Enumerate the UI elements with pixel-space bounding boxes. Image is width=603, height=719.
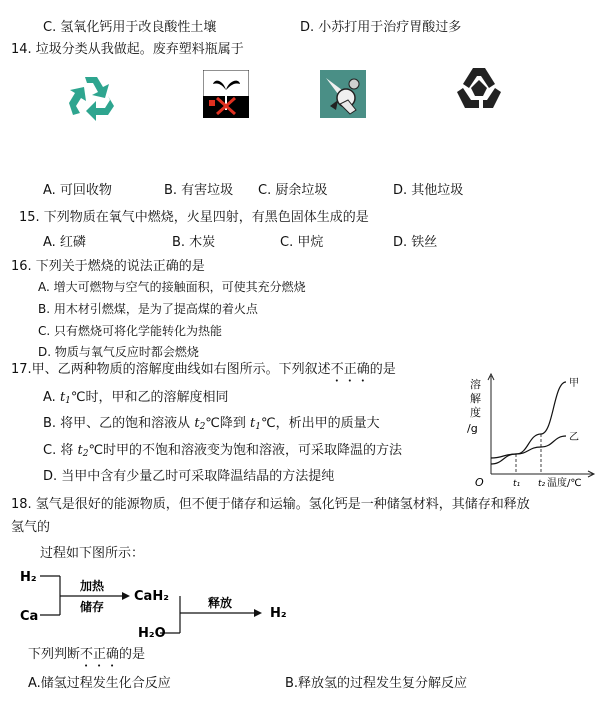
ca-label: Ca <box>20 609 39 624</box>
q15-stem: 15. 下列物质在氧气中燃烧，火星四射，有黑色固体生成的是 <box>19 210 369 225</box>
store-label: 储存 <box>80 600 105 614</box>
q18-stem-2: 氢气的 <box>11 520 51 535</box>
q13-option-c: C. 氢氧化钙用于改良酸性土壤 <box>43 20 217 35</box>
q15-option-a: A. 红磷 <box>43 235 86 250</box>
hazardous-waste-icon <box>203 70 249 118</box>
q17-stem-pre: 17.甲、乙两种物质的溶解度曲线如右图所示。下列叙述 <box>11 362 331 377</box>
q17-c-pre: C. 将 <box>43 443 78 458</box>
q17-b-post: ℃，析出甲的质量大 <box>261 416 380 431</box>
y-label-2: 解 <box>470 392 481 405</box>
q17-a-pre: A. <box>43 390 60 405</box>
q15-option-d: D. 铁丝 <box>393 235 438 250</box>
q17-c-t: t <box>77 443 83 458</box>
curve-yi <box>491 436 566 458</box>
q16-option-a: A. 增大可燃物与空气的接触面积，可使其充分燃烧 <box>38 280 306 294</box>
q17-a-post: ℃时，甲和乙的溶解度相同 <box>70 390 229 405</box>
q18-judge-emph: 不正确 <box>80 647 120 662</box>
q17-b-pre: B. 将甲、乙的饱和溶液从 <box>43 416 195 431</box>
q17-a-sub: 1 <box>65 396 71 406</box>
q17-stem-post: 的是 <box>369 362 396 377</box>
q17-option-a <box>43 390 229 409</box>
q17-b-s1: 2 <box>199 422 206 432</box>
q15-option-c: C. 甲烷 <box>280 235 324 250</box>
curve-yi-label: 乙 <box>569 432 579 443</box>
kitchen-waste-icon <box>320 70 366 118</box>
release-arrowhead <box>254 609 262 617</box>
q17-option-b <box>43 416 380 435</box>
q17-b-s2: 1 <box>255 422 261 432</box>
q18-judge-post: 的是 <box>119 647 146 662</box>
store-arrowhead <box>122 592 130 600</box>
q14-stem: 14. 垃圾分类从我做起。废弃塑料瓶属于 <box>11 42 244 57</box>
q17-option-c <box>43 443 402 462</box>
q17-stem <box>11 362 396 385</box>
cah2-label: CaH₂ <box>134 589 169 604</box>
other-waste-icon <box>455 66 503 110</box>
y-label-1: 溶 <box>470 378 481 391</box>
q17-b-mid: ℃降到 <box>205 416 251 431</box>
q17-c-post: ℃时甲的不饱和溶液变为饱和溶液，可采取降温的方法 <box>88 443 403 458</box>
q17-stem-emph: 不正确 <box>330 362 370 377</box>
q18-option-a: A.储氢过程发生化合反应 <box>28 676 171 691</box>
q17-a-t: t <box>59 390 66 405</box>
q18-stem-3: 过程如下图所示： <box>40 546 145 561</box>
x-axis-label: 温度/℃ <box>547 478 582 488</box>
x-tick-t1: t₁ <box>513 479 521 488</box>
q16-stem: 16. 下列关于燃烧的说法正确的是 <box>11 259 205 274</box>
q17-c-sub: 2 <box>82 449 89 459</box>
q14-option-c: C. 厨余垃圾 <box>258 183 328 198</box>
q18-stem: 18. 氢气是很好的能源物质，但不便于储存和运输。氢化钙是一种储氢材料，其储存和释放 <box>11 497 530 512</box>
q15-option-b: B. 木炭 <box>172 235 216 250</box>
origin-label: O <box>475 476 484 488</box>
q17-b-t1: t <box>194 416 200 431</box>
release-label: 释放 <box>208 596 233 610</box>
q16-option-d: D. 物质与氧气反应时都会燃烧 <box>38 345 199 359</box>
y-label-3: 度 <box>470 406 481 419</box>
x-tick-t2: t₂ <box>538 479 546 488</box>
curve-jia-label: 甲 <box>569 378 579 389</box>
q17-b-t2: t <box>250 416 256 431</box>
recycle-icon <box>63 73 119 123</box>
solubility-chart <box>463 370 598 488</box>
q14-option-a: A. 可回收物 <box>43 183 112 198</box>
curve-jia <box>491 382 566 464</box>
q18-judge <box>28 647 145 670</box>
q14-option-b: B. 有害垃圾 <box>164 183 234 198</box>
h2o-label: H₂O <box>138 626 166 641</box>
q16-option-b: B. 用木材引燃煤，是为了提高煤的着火点 <box>38 302 258 316</box>
q18-option-b: B.释放氢的过程发生复分解反应 <box>285 676 468 691</box>
heat-label: 加热 <box>80 579 105 593</box>
h2-input-label: H₂ <box>20 570 37 585</box>
q17-option-d: D. 当甲中含有少量乙时可采取降温结晶的方法提纯 <box>43 469 335 484</box>
q13-option-d: D. 小苏打用于治疗胃酸过多 <box>300 20 462 35</box>
q14-option-d: D. 其他垃圾 <box>393 183 464 198</box>
h2-output-label: H₂ <box>270 606 287 621</box>
hydrogen-storage-diagram <box>20 565 300 643</box>
y-label-4: /g <box>467 422 478 435</box>
q16-option-c: C. 只有燃烧可将化学能转化为热能 <box>38 324 223 338</box>
q18-judge-pre: 下列判断 <box>28 647 81 662</box>
